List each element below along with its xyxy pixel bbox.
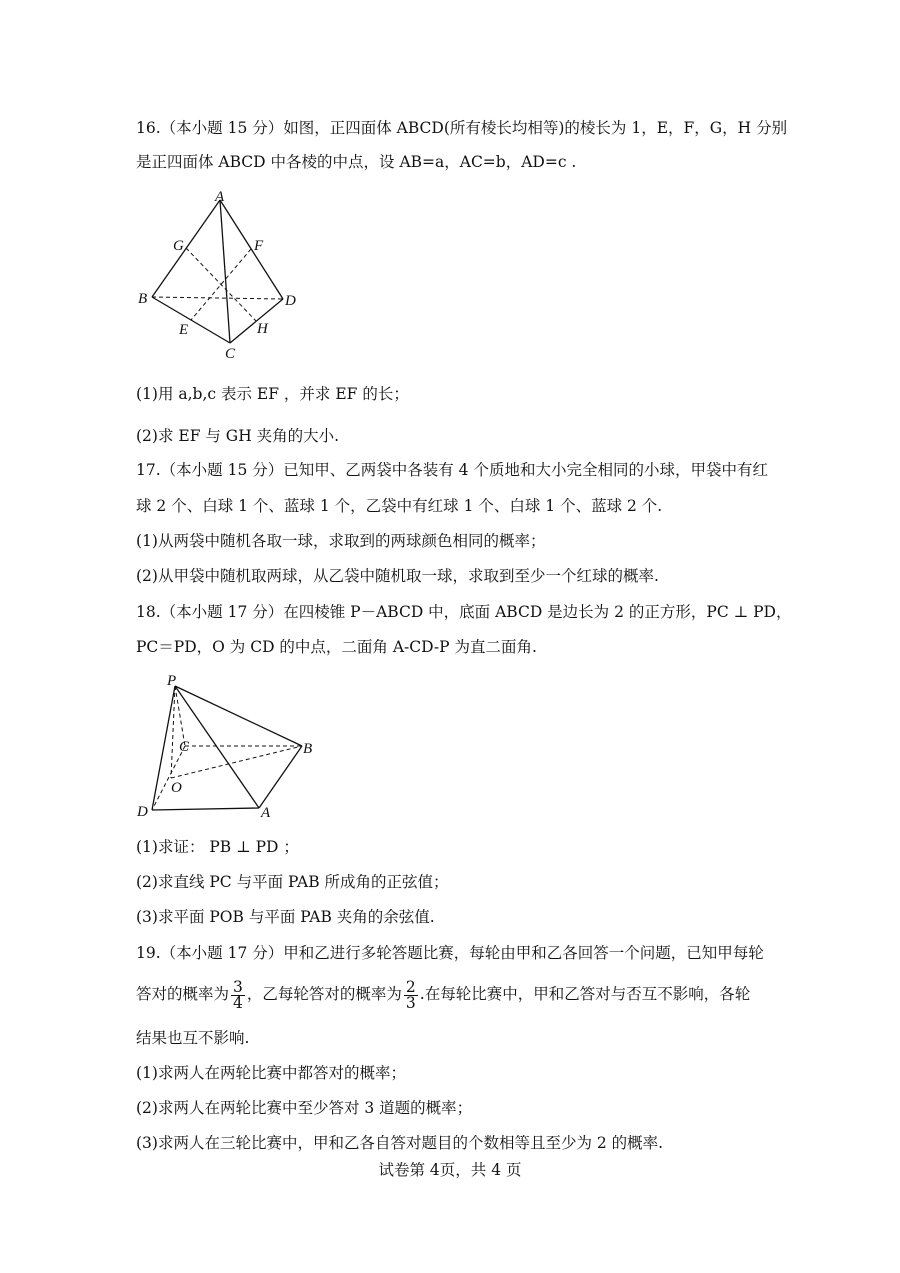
q18-sub-3: (3)求平面 POB 与平面 PAB 夹角的余弦值.	[136, 908, 435, 926]
q16-sub-2: (2)求 EF 与 GH 夹角的大小.	[136, 427, 340, 445]
q18-line-2: PC＝PD，O 为 CD 的中点，二面角 A-CD-P 为直二面角.	[136, 638, 537, 656]
q19-sub-3: (3)求两人在三轮比赛中，甲和乙各自答对题目的个数相等且至少为 2 的概率.	[136, 1134, 664, 1152]
fig16-label-h: H	[257, 321, 268, 337]
fig18-label-p: P	[167, 673, 177, 689]
fig18-label-d: D	[137, 804, 148, 820]
q19-line-2-b: ，乙每轮答对的概率为	[246, 985, 402, 1003]
frac2-den: 3	[405, 993, 416, 1012]
q18-line-1: 18.（本小题 17 分）在四棱锥 P－ABCD 中，底面 ABCD 是边长为 2 的正方形，PC ⊥ PD，	[136, 603, 792, 621]
q16-sub-1: (1)用 a,b,c 表示 EF ，并求 EF 的长；	[136, 385, 409, 403]
q17-sub-1: (1)从两袋中随机各取一球，求取到的两球颜色相同的概率；	[136, 532, 546, 550]
fraction-two-thirds	[404, 977, 418, 1012]
fig16-label-c: C	[225, 346, 236, 362]
q19-line-2	[136, 977, 750, 1011]
q17-line-2: 球 2 个、白球 1 个、蓝球 1 个，乙袋中有红球 1 个、白球 1 个、蓝球 2 个.	[136, 497, 663, 515]
frac2-num: 2	[405, 977, 416, 996]
q19-line-3: 结果也互不影响.	[136, 1029, 250, 1047]
fig16-label-b: B	[138, 291, 148, 307]
page-footer: 试卷第 4页，共 4 页	[378, 1161, 522, 1179]
q19-line-2-a: 答对的概率为	[136, 985, 230, 1003]
fig18-label-o: O	[171, 780, 182, 796]
q16-line-1: 16.（本小题 15 分）如图，正四面体 ABCD(所有棱长均相等)的棱长为 1，E，F，G，H 分别	[136, 119, 788, 137]
pyramid-figure	[130, 670, 330, 822]
fig18-label-c: C	[179, 739, 190, 755]
q19-line-2-c: .在每轮比赛中，甲和乙答对与否互不影响，各轮	[419, 985, 751, 1003]
fig16-label-d: D	[285, 293, 296, 309]
q17-sub-2: (2)从甲袋中随机取两球，从乙袋中随机取一球，求取到至少一个红球的概率.	[136, 567, 659, 585]
q16-line-2: 是正四面体 ABCD 中各棱的中点，设 AB=a，AC=b，AD=c .	[136, 153, 577, 171]
fig18-label-b: B	[303, 741, 313, 757]
q19-sub-2: (2)求两人在两轮比赛中至少答对 3 道题的概率；	[136, 1099, 473, 1117]
fig16-label-f: F	[254, 238, 264, 254]
fraction-three-quarters	[231, 977, 245, 1012]
tetrahedron-figure	[130, 188, 310, 363]
frac1-num: 3	[233, 977, 243, 996]
fig16-label-e: E	[179, 322, 189, 338]
fig16-label-a: A	[215, 189, 225, 205]
q19-line-1: 19.（本小题 17 分）甲和乙进行多轮答题比赛，每轮由甲和乙各回答一个问题，已知甲每轮	[136, 944, 764, 962]
q19-sub-1: (1)求两人在两轮比赛中都答对的概率；	[136, 1064, 406, 1082]
q17-line-1: 17.（本小题 15 分）已知甲、乙两袋中各装有 4 个质地和大小完全相同的小球，甲袋中有红	[136, 461, 768, 479]
q18-sub-2: (2)求直线 PC 与平面 PAB 所成角的正弦值；	[136, 873, 449, 891]
fig18-label-a: A	[261, 805, 271, 821]
fig16-label-g: G	[173, 238, 184, 254]
q18-sub-1: (1)求证： PB ⊥ PD ；	[136, 838, 299, 856]
frac1-den: 4	[233, 993, 243, 1012]
